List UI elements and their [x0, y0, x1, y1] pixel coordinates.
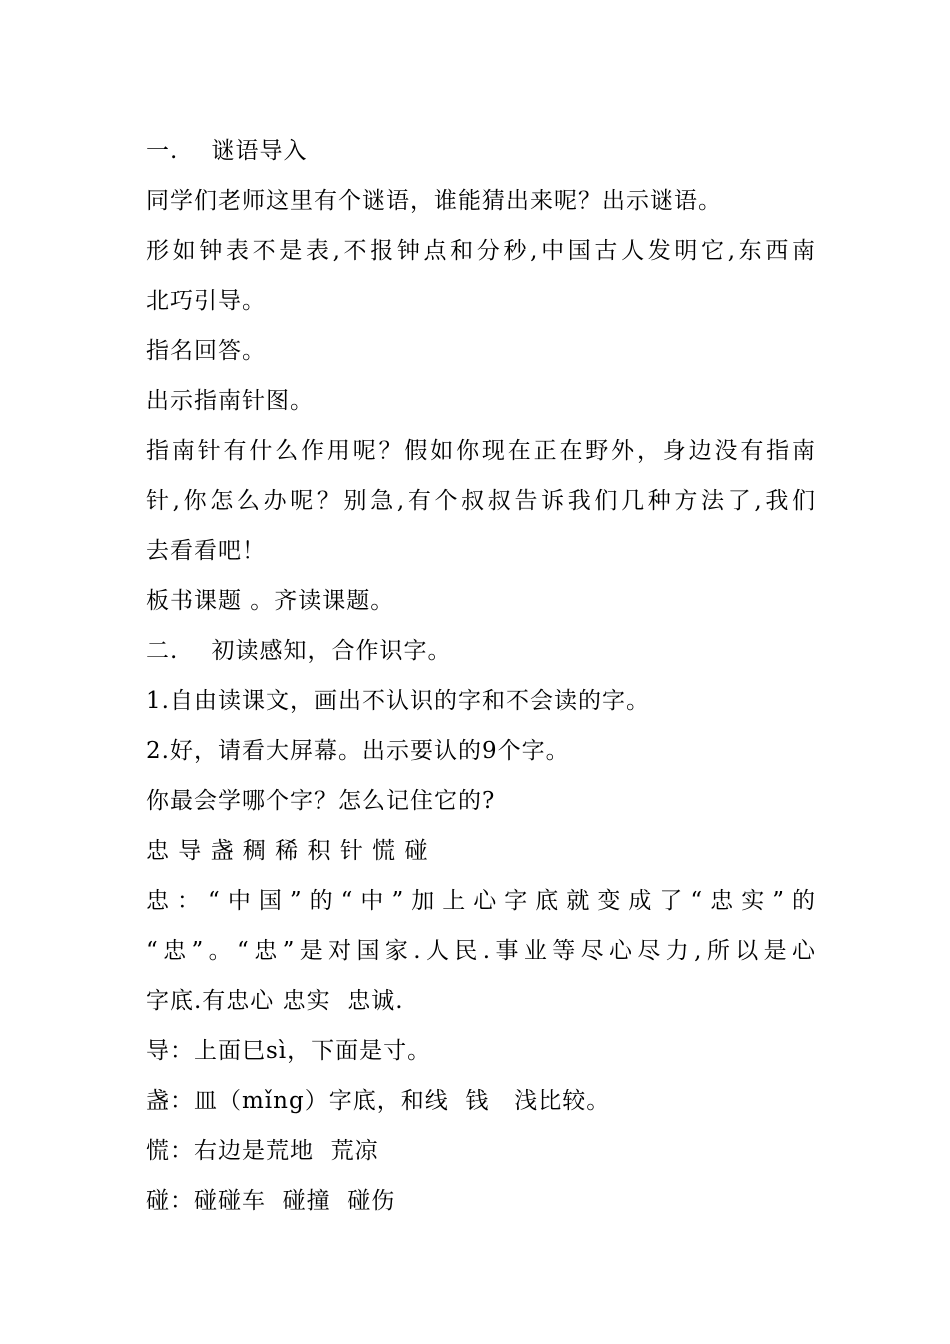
paragraph-line: 指名回答。: [146, 338, 266, 364]
character-list: 忠 导 盏 稠 稀 积 针 慌 碰: [146, 838, 429, 864]
paragraph-line: 板书课题 。齐读课题。: [146, 588, 395, 614]
paragraph-line: 指南针有什么作用呢？假如你现在正在野外，身边没有指南: [146, 438, 816, 464]
paragraph-line: 出示指南针图。: [146, 388, 314, 414]
section-heading-1: 一. 谜语导入: [146, 138, 308, 164]
character-note-line: 慌：右边是荒地 荒凉: [146, 1138, 379, 1164]
riddle-line: 形如钟表不是表,不报钟点和分秒,中国古人发明它,东西南: [146, 238, 816, 264]
riddle-line: 北巧引导。: [146, 288, 266, 314]
character-note-line: “忠”。“忠”是对国家.人民.事业等尽心尽力,所以是心: [146, 938, 816, 964]
list-item: 2.好，请看大屏幕。出示要认的9个字。: [146, 738, 570, 764]
character-note-line: 盏：皿（mǐng）字底，和线 钱 浅比较。: [146, 1088, 611, 1114]
character-note-line: 导：上面巳sì，下面是寸。: [146, 1038, 432, 1064]
document-page: [146, 126, 816, 1226]
character-note-line: 忠：“中国”的“中”加上心字底就变成了“忠实”的: [146, 888, 816, 914]
paragraph-line: 同学们老师这里有个谜语，谁能猜出来呢？出示谜语。: [146, 188, 722, 214]
character-note-line: 碰：碰碰车 碰撞 碰伤: [146, 1188, 396, 1214]
paragraph-line: 针,你怎么办呢？别急,有个叔叔告诉我们几种方法了,我们: [146, 488, 816, 514]
character-note-line: 字底.有忠心 忠实 忠诚.: [146, 988, 404, 1014]
list-item: 1.自由读课文，画出不认识的字和不会读的字。: [146, 688, 650, 714]
paragraph-line: 去看看吧！: [146, 538, 266, 564]
section-heading-2: 二. 初读感知，合作识字。: [146, 638, 452, 664]
paragraph-line: 你最会学哪个字？怎么记住它的?: [146, 788, 496, 814]
